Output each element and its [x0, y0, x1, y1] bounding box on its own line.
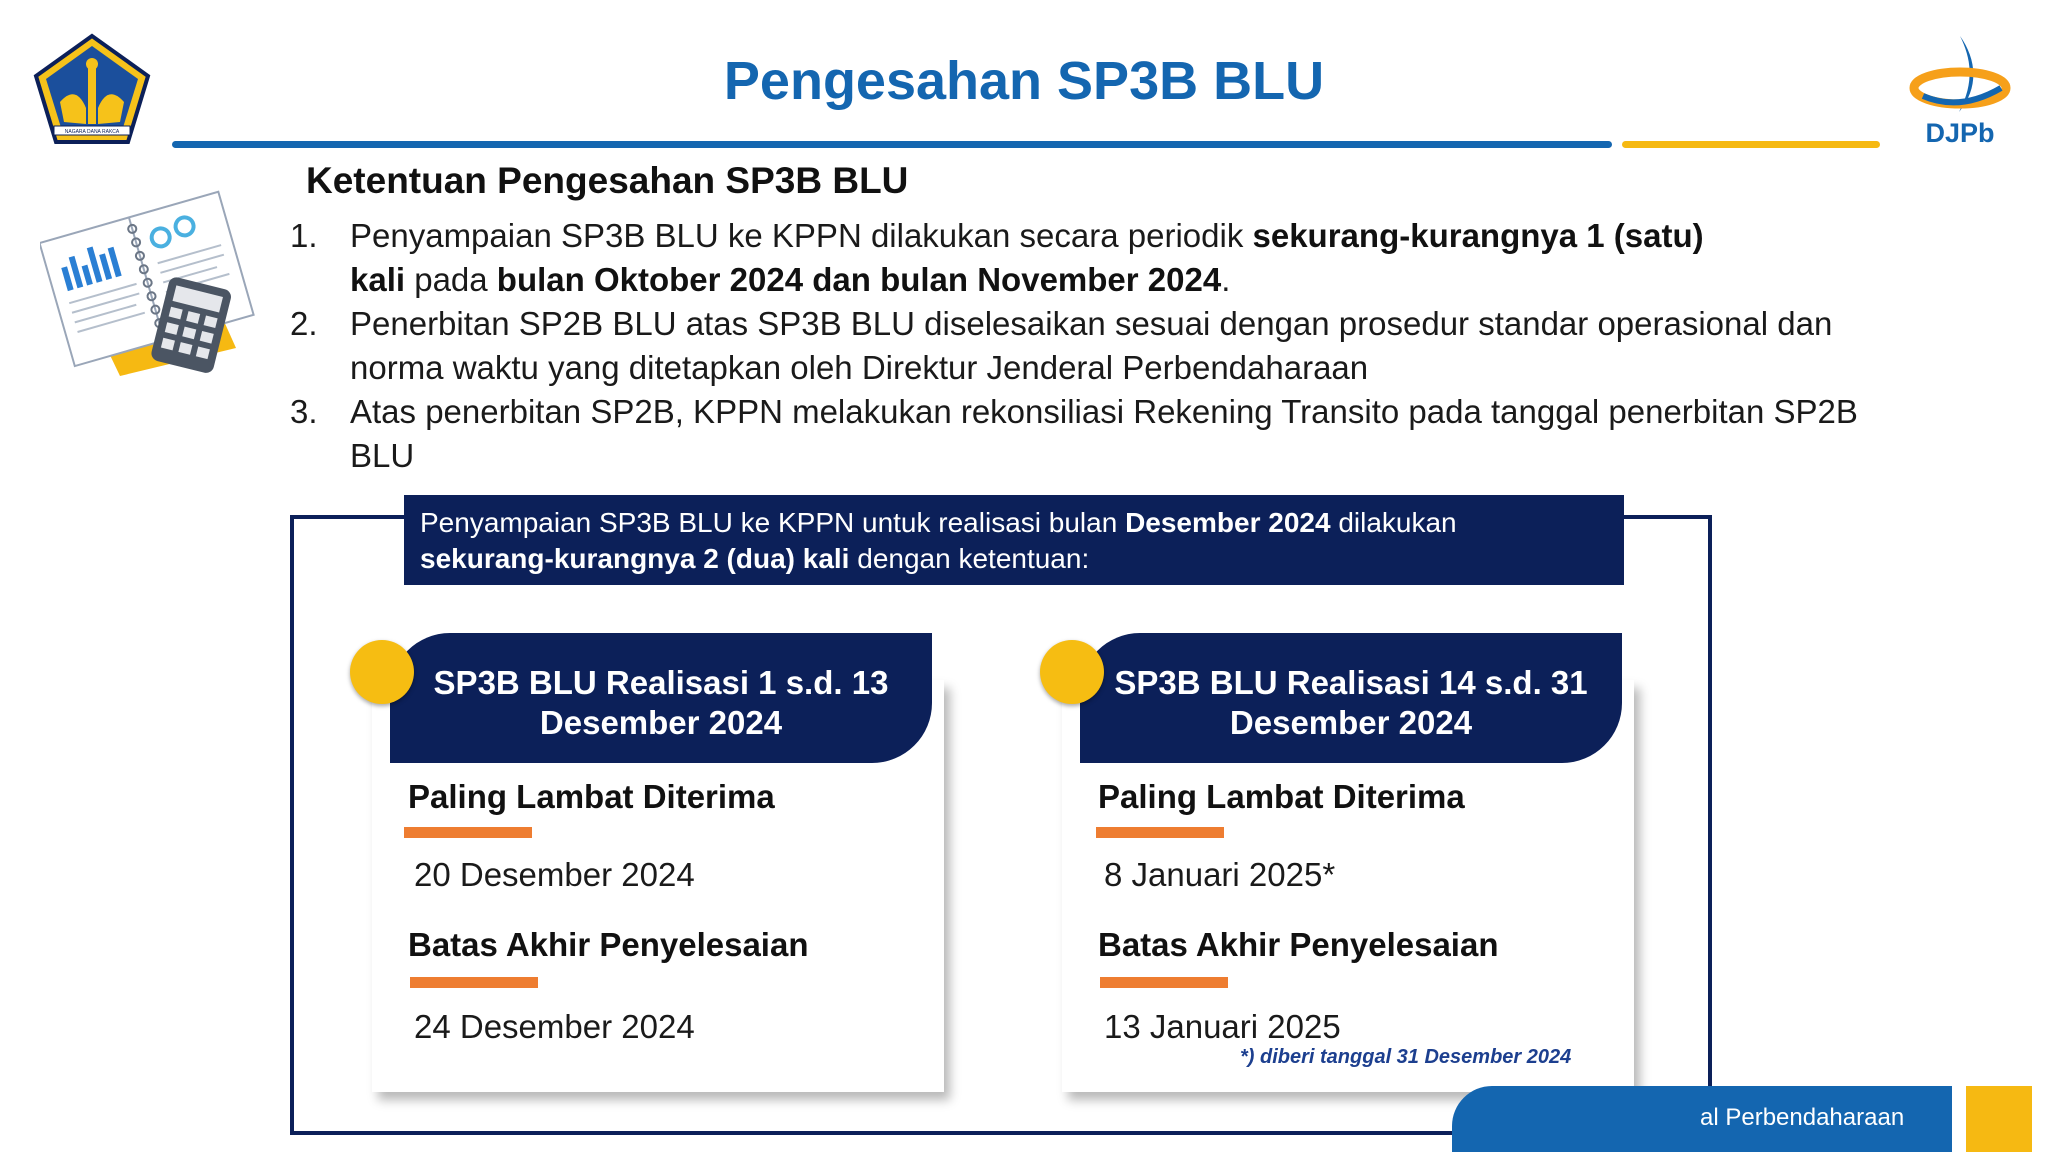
list-item-text: norma waktu yang ditetapkan oleh Direktur Jenderal Perbendaharaan: [350, 349, 1369, 386]
received-value: 20 Desember 2024: [414, 856, 695, 893]
footer-accent-square: [1966, 1086, 2032, 1152]
logo-left-ribbon: NAGARA DANA RAKCA: [64, 129, 120, 135]
intro-text: dilakukan: [1330, 507, 1457, 538]
accent-bar: [404, 827, 532, 838]
intro-banner: [404, 495, 1624, 585]
title-rule-blue: [172, 141, 1612, 148]
list-item-text: Penerbitan SP2B BLU atas SP3B BLU diselesaikan sesuai dengan prosedur standar operasional dan: [350, 305, 1833, 342]
card-title-line: Desember 2024: [539, 704, 783, 741]
card-title-line: SP3B BLU Realisasi 1 s.d. 13: [433, 664, 889, 701]
accent-bar: [410, 977, 538, 988]
footer-text: al Perbendaharaan: [1700, 1104, 1905, 1131]
title-rule-yellow: [1622, 141, 1880, 148]
card-header: [390, 633, 932, 763]
deadline-value: 24 Desember 2024: [414, 1008, 695, 1045]
list-item-emphasis: sekurang-kurangnya 1 (satu): [1252, 217, 1704, 254]
card-title-line: SP3B BLU Realisasi 14 s.d. 31: [1114, 664, 1588, 701]
footnote: *) diberi tanggal 31 Desember 2024: [1240, 1046, 1572, 1068]
intro-text: dengan ketentuan:: [849, 543, 1090, 574]
list-item-emphasis: bulan Oktober 2024 dan bulan November 2024: [496, 261, 1222, 298]
list-item-emphasis: kali: [350, 261, 406, 298]
list-item-text: Penyampaian SP3B BLU ke KPPN dilakukan secara periodik: [350, 217, 1253, 254]
received-value: 8 Januari 2025*: [1104, 856, 1336, 893]
finance-report-calculator-icon: [40, 180, 260, 380]
list-item-number: 2.: [290, 305, 318, 342]
received-label: Paling Lambat Diterima: [408, 778, 775, 815]
list-item-number: 1.: [290, 217, 318, 254]
intro-text: Penyampaian SP3B BLU ke KPPN untuk realisasi bulan: [420, 507, 1126, 538]
djpb-logo-text: DJPb: [1925, 118, 1995, 148]
intro-emphasis: sekurang-kurangnya 2 (dua) kali: [420, 543, 850, 574]
accent-bar: [1100, 977, 1228, 988]
intro-emphasis: Desember 2024: [1125, 507, 1331, 538]
djpb-logo-icon: [1905, 30, 2015, 150]
section-heading: Ketentuan Pengesahan SP3B BLU: [306, 160, 909, 201]
page-title: Pengesahan SP3B BLU: [723, 51, 1325, 111]
list-item-text: .: [1221, 261, 1231, 298]
deadline-label: Batas Akhir Penyelesaian: [408, 926, 809, 963]
deadline-label: Batas Akhir Penyelesaian: [1098, 926, 1499, 963]
card-header: [1080, 633, 1622, 763]
list-item-text: BLU: [350, 437, 415, 474]
bullet-dot-icon: [1040, 640, 1104, 704]
list-item-text: Atas penerbitan SP2B, KPPN melakukan rekonsiliasi Rekening Transito pada tanggal penerbitan SP2B: [350, 393, 1858, 430]
received-label: Paling Lambat Diterima: [1098, 778, 1465, 815]
bullet-dot-icon: [350, 640, 414, 704]
deadline-value: 13 Januari 2025: [1104, 1008, 1341, 1045]
accent-bar: [1096, 827, 1224, 838]
list-item-number: 3.: [290, 393, 318, 430]
list-item-text: pada: [405, 261, 497, 298]
card-title-line: Desember 2024: [1229, 704, 1473, 741]
